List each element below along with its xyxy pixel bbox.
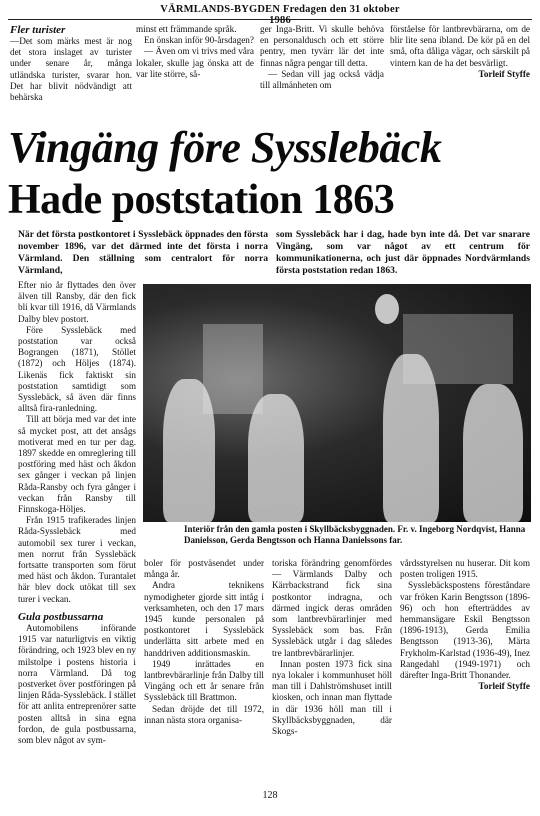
lead-text: som Sysslebäck har i dag, hade byn inte då.	[276, 229, 461, 240]
paragraph: Till att börja med var det inte så mycket post, att det ansågs motiverat med en tur per dag. 1897 skedde en omreglering till postföring med häst och åkdon sex gånger i veckan på linjen Råda-Ransby och fyra gånger i veckan från Ransby till Finnskoga-Höljes.	[18, 414, 136, 515]
paragraph: Sysslebäckspostens föreståndare var fröken Karin Bengtsson (1896-96) och hon efterträddes av hemmansägare Eskil Bengtsson (1896-1913), Gerda Emilia Bengtsson (1913-36), Märta Frykholm-Karlstad (1936-49), Inez Rangedahl (1949-1971) och därefter Inga-Britt Thonander.	[400, 580, 530, 681]
paragraph: toriska förändring genomfördes — Värmlands Dalby och Kärrbackstrand fick sina postkontor indragna, och därmed ingick deras områden som lantbrevbärarlinjer med Sysslebäck som bas. Från Sysslebäck utgår i dag således tre lantbrevbärarlinjer.	[272, 558, 392, 658]
subheading-gula-postbussarna: Gula postbussarna	[18, 610, 104, 623]
paragraph: vårdsstyrelsen nu huserar. Dit kom posten troligen 1915.	[400, 558, 530, 580]
body-column-2	[144, 558, 264, 726]
paragraph: — Sedan vill jag också vädja till allmänheten om	[260, 68, 384, 91]
lead-text: Den ställning som centralort för norra Värmland,	[18, 253, 268, 276]
subheading-fler-turister: Fler turister	[10, 24, 66, 36]
historic-photo	[143, 284, 531, 522]
lead-left	[18, 229, 268, 277]
top-column-2	[136, 24, 254, 80]
paragraph: minst ett främmande språk.	[136, 24, 237, 34]
byline: Torleif Styffe	[478, 68, 530, 79]
headline-sub: Hade poststation 1863	[8, 177, 395, 223]
paragraph: 1949 inrättades en lantbrevbärarlinje från Dalby till Vingäng och ett år senare från Sysslebäck till Brattmon.	[144, 658, 264, 703]
paragraph: ger Inga-Britt. Vi skulle behöva en personaldusch och ett större pentry, men tyvärr lär det inte finnas några pengar till detta.	[260, 24, 384, 68]
photo-caption: Interiör från den gamla posten i Skyllbäcksbyggnaden. Fr. v. Ingeborg Nordqvist, Hanna Danielsson, Gerda Bengtsson och Hanna Danielssons far.	[184, 524, 526, 545]
top-column-3	[260, 24, 384, 91]
top-column-1	[10, 24, 132, 103]
photo-shelf	[203, 324, 263, 414]
headline-main: Vingäng före Sysslebäck	[8, 123, 442, 172]
masthead-rule	[8, 19, 532, 20]
page-number: 128	[262, 790, 278, 801]
masthead: VÄRMLANDS-BYGDEN Fredagen den 31 oktober 1986	[160, 4, 400, 26]
photo-lamp	[375, 294, 399, 324]
photo-figure	[163, 379, 215, 522]
paragraph: Från 1915 trafikerades linjen Råda-Sysslebäck med automobil sex turer i veckan, men norrut från Sysslebäck fortsatte transporten som förut med häst och åkdon. Turantalet här blev dock utökat till sex turer i veckan.	[18, 515, 136, 604]
body-column-4	[400, 558, 530, 692]
paragraph: Efter nio år flyttades den över älven till Ransby, där den fick bli kvar till 1916, då Värmlands Dalby blev postort.	[18, 280, 136, 324]
paragraph: Före Sysslebäck med poststation var också Bograngen (1871), Stöllet (1872) och Höljes (1874). Likenäs fick faktiskt sin poststation samtidigt som Sysslebäck, så även där finns alltså fira-ranledning.	[18, 324, 136, 414]
body-column-3	[272, 558, 392, 737]
lead-right	[276, 229, 530, 277]
body-left-column	[18, 280, 136, 746]
paragraph: förståelse för lantbrevbärarna, om de blir lite sena ibland. De kör på en del små, ofta dåliga vägar, och särskilt på vintern kan de ha det besvärligt.	[390, 24, 530, 68]
photo-figure	[463, 384, 523, 522]
paragraph: — Även om vi trivs med våra lokaler, skulle jag önska att de var lite större, så-	[136, 46, 254, 79]
paragraph: Sedan dröjde det till 1972, innan nästa stora organisa-	[144, 703, 264, 725]
photo-figure	[383, 354, 439, 522]
paragraph: Automobilens införande 1915 var naturligtvis en viktig förändring, och 1923 blev en ny milstolpe i postens historia i norra Värmland. Då tog postverket över postföringen på linjen Råda-Sysslebäck. I stället för att anlita entreprenörer satte posten alltså in sina egna fordon, de gula postbussarna, som blev något av sym-	[18, 622, 136, 745]
byline: Torleif Styffe	[478, 681, 530, 692]
paragraph: Andra teknikens nymodigheter gjorde sitt intåg i verksamheten, och den 17 mars 1945 kunde personalen på postkontoret i Sysslebäck underlätta sitt arbete med en handdriven additionsmaskin.	[144, 580, 264, 658]
paragraph: Innan posten 1973 fick sina nya lokaler i kommunhuset höll man till i Dahlströmshuset intill kiosken, och innan man flyttade in där 1936 höll man till i Skyllbäcksbyggnaden, där Skogs-	[272, 658, 392, 737]
paragraph: En önskan inför 90-årsdagen?	[144, 35, 254, 46]
paragraph: boler för postväsendet under många år.	[144, 558, 264, 580]
paragraph: —Det som märks mest är nog det stora inslaget av turister under senare år, många utländska turister, svarar hon. Det har blivit nödvändigt att behärska	[10, 36, 132, 103]
lead-text: Det var snarare Vingäng, som var något av ett centrum för kommunikationerna, och just där öppnades Nordvärmlands första poststation redan 1863.	[276, 229, 530, 276]
photo-figure	[248, 394, 304, 522]
top-column-4	[390, 24, 530, 80]
lead-text: När det första postkontoret i Sysslebäck öppnades den första november 1896, var det därmed inte det första i norra Värmland.	[18, 229, 268, 264]
